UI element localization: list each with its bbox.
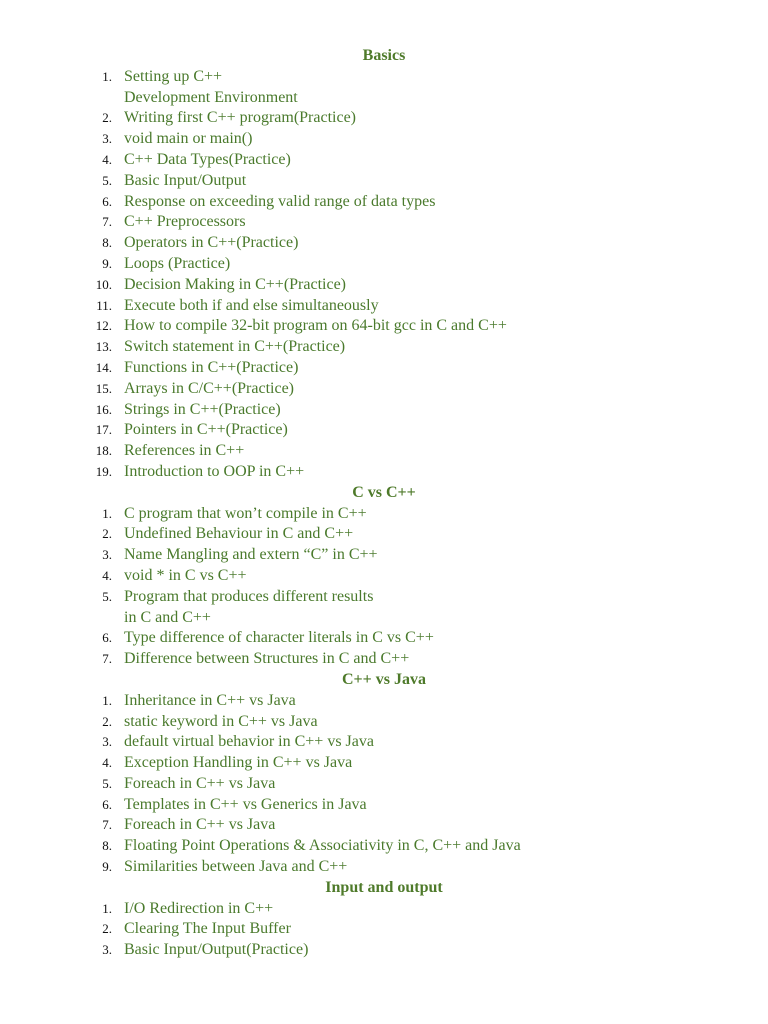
item-number: 1. [102,68,112,84]
section-heading: C vs C++ [352,483,416,501]
item-number: 1. [102,692,112,708]
list-item [0,795,768,816]
item-text: Name Mangling and extern “C” in C++ [124,546,378,564]
item-number: 5. [102,172,112,188]
list-item [0,753,768,774]
item-text: Foreach in C++ vs Java [124,816,276,834]
item-text: Switch statement in C++(Practice) [124,338,346,356]
item-number: 2. [102,921,112,937]
item-number: 1. [102,505,112,521]
list-item [0,337,768,358]
item-number: 13. [95,339,112,355]
list-item [0,400,768,421]
list-item [0,566,768,587]
list-item [0,587,768,629]
item-text: C++ Preprocessors [124,213,246,231]
item-text: Setting up C++ [124,67,223,85]
item-text: I/O Redirection in C++ [124,899,274,917]
item-text: Writing first C++ program(Practice) [124,109,356,127]
item-text: Response on exceeding valid range of data types [124,192,436,210]
list-item [0,691,768,712]
item-number: 14. [95,359,112,375]
item-number: 15. [95,380,112,396]
list-item [0,296,768,317]
list-item [0,379,768,400]
item-list [0,899,768,961]
item-text: References in C++ [124,442,245,460]
item-number: 3. [102,547,112,563]
list-item [0,212,768,233]
item-number: 6. [102,630,112,646]
list-item [0,857,768,878]
item-text: Exception Handling in C++ vs Java [124,754,353,772]
list-item [0,358,768,379]
item-text: default virtual behavior in C++ vs Java [124,733,374,751]
item-text: Strings in C++(Practice) [124,400,281,418]
item-number: 11. [96,297,112,313]
item-text: Foreach in C++ vs Java [124,774,276,792]
item-number: 2. [102,110,112,126]
item-text: Basic Input/Output [124,171,247,189]
item-text-continued: in C and C++ [124,608,211,626]
item-text: C program that won’t compile in C++ [124,504,367,522]
item-number: 6. [102,193,112,209]
item-text: Similarities between Java and C++ [124,858,348,876]
item-number: 1. [102,900,112,916]
item-text-continued: Development Environment [124,88,298,106]
item-text: Difference between Structures in C and C++ [124,650,410,668]
item-text: void * in C vs C++ [124,566,247,584]
item-number: 4. [102,567,112,583]
item-number: 10. [95,276,112,292]
list-item [0,899,768,920]
list-item [0,462,768,483]
list-item [0,524,768,545]
item-number: 2. [102,713,112,729]
item-list [0,504,768,670]
item-list [0,67,768,483]
document-page [0,46,768,961]
item-text: Arrays in C/C++(Practice) [124,379,294,397]
item-number: 3. [102,131,112,147]
list-item [0,420,768,441]
list-item [0,649,768,670]
list-item [0,712,768,733]
item-number: 3. [102,942,112,958]
item-number: 7. [102,651,112,667]
list-item [0,628,768,649]
item-text: Execute both if and else simultaneously [124,296,379,314]
item-number: 4. [102,755,112,771]
section-basics [0,46,768,483]
section-heading: C++ vs Java [341,670,426,688]
item-text: Templates in C++ vs Generics in Java [124,795,367,813]
item-text: Basic Input/Output(Practice) [124,941,309,959]
list-item [0,504,768,525]
item-number: 12. [95,318,112,334]
list-item [0,192,768,213]
list-item [0,441,768,462]
item-number: 7. [102,214,112,230]
item-text: Decision Making in C++(Practice) [124,275,346,293]
list-item [0,150,768,171]
item-text: Program that produces different results [124,587,374,605]
item-text: Undefined Behaviour in C and C++ [124,525,354,543]
item-text: void main or main() [124,130,253,148]
item-number: 9. [102,255,112,271]
section-input-and-output [0,878,768,961]
list-item [0,940,768,961]
item-number: 17. [95,422,112,438]
item-text: Loops (Practice) [124,254,231,272]
item-number: 19. [95,463,112,479]
item-number: 5. [102,588,112,604]
list-item [0,233,768,254]
item-number: 8. [102,235,112,251]
section-cpp-vs-java [0,670,768,878]
item-number: 3. [102,734,112,750]
item-list [0,691,768,878]
item-text: Clearing The Input Buffer [124,920,291,938]
list-item [0,732,768,753]
item-text: Introduction to OOP in C++ [124,462,305,480]
list-item [0,815,768,836]
item-number: 18. [95,443,112,459]
item-number: 8. [102,838,112,854]
item-text: How to compile 32-bit program on 64-bit gcc in C and C++ [124,317,507,335]
list-item [0,171,768,192]
section-heading: Input and output [325,878,443,896]
list-item [0,108,768,129]
item-number: 6. [102,796,112,812]
section-heading: Basics [362,47,406,64]
item-text: Operators in C++(Practice) [124,234,299,252]
item-number: 5. [102,775,112,791]
list-item [0,836,768,857]
item-text: Functions in C++(Practice) [124,358,299,376]
item-text: Floating Point Operations & Associativity in C, C++ and Java [124,837,521,855]
list-item [0,316,768,337]
list-item [0,129,768,150]
list-item [0,275,768,296]
item-text: C++ Data Types(Practice) [124,150,291,168]
item-number: 9. [102,859,112,875]
item-text: static keyword in C++ vs Java [124,712,318,730]
list-item [0,919,768,940]
list-item [0,67,768,109]
list-item [0,545,768,566]
item-number: 16. [95,401,112,417]
item-number: 4. [102,151,112,167]
item-text: Inheritance in C++ vs Java [124,691,296,709]
section-c-vs-cpp [0,483,768,670]
item-number: 2. [102,526,112,542]
item-text: Type difference of character literals in C vs C++ [124,629,434,647]
list-item [0,774,768,795]
item-number: 7. [102,817,112,833]
list-item [0,254,768,275]
item-text: Pointers in C++(Practice) [124,421,288,439]
